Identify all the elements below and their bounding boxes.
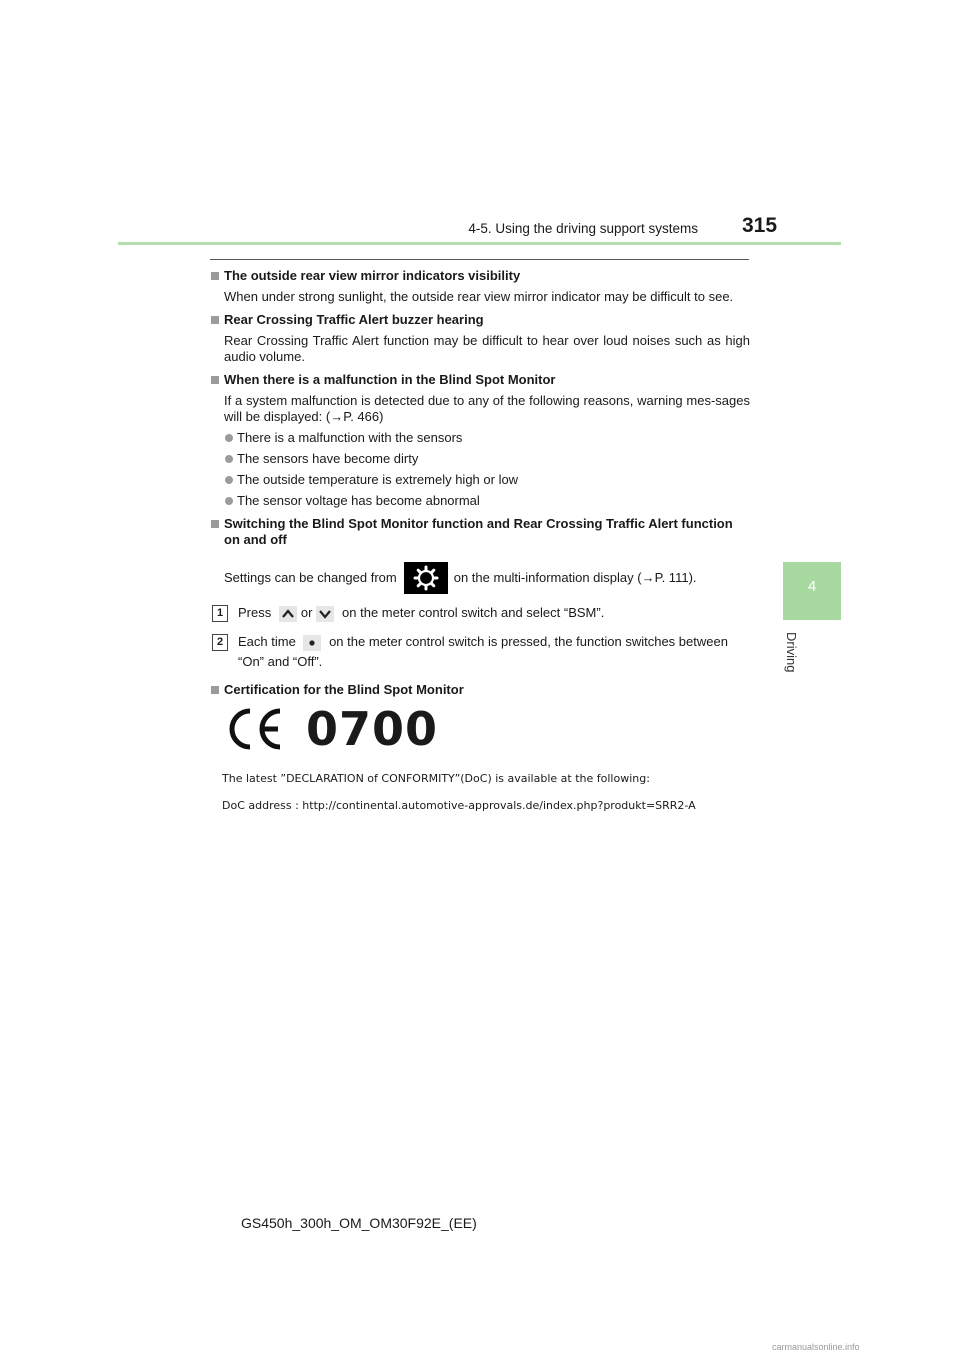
section-bsm-malfunction bbox=[210, 372, 750, 509]
section-heading: Rear Crossing Traffic Alert buzzer hearing bbox=[210, 312, 750, 328]
ce-mark-icon bbox=[222, 705, 286, 753]
bullet-dot-icon bbox=[225, 434, 233, 442]
chevron-down-icon bbox=[316, 606, 334, 622]
list-item: The sensors have become dirty bbox=[210, 451, 750, 467]
doc-address: DoC address : http://continental.automotive-approvals.de/index.php?produkt=SRR2-A bbox=[222, 799, 696, 812]
settings-text-before: Settings can be changed from bbox=[224, 570, 397, 585]
section-heading: Switching the Blind Spot Monitor function and Rear Crossing Traffic Alert function on and off bbox=[210, 516, 750, 548]
step-2: 2 Each time on the meter control switch is pressed, the function switches between “On” and “Off”. bbox=[210, 632, 750, 672]
section-heading: Certification for the Blind Spot Monitor bbox=[210, 682, 750, 698]
step-number: 2 bbox=[212, 634, 228, 651]
section-body: If a system malfunction is detected due to any of the following reasons, warning mes-sages will be displayed: (→P. 466) bbox=[224, 393, 750, 424]
list-item: The outside temperature is extremely high or low bbox=[210, 472, 750, 488]
step-number: 1 bbox=[212, 605, 228, 622]
footer-code: GS450h_300h_OM_OM30F92E_(EE) bbox=[241, 1215, 477, 1231]
settings-line bbox=[210, 562, 750, 594]
enter-button-icon bbox=[303, 635, 321, 651]
bullet-dot-icon bbox=[225, 497, 233, 505]
bullet-dot-icon bbox=[225, 476, 233, 484]
watermark: carmanualsonline.info bbox=[772, 1342, 860, 1352]
square-marker-icon bbox=[211, 272, 219, 280]
side-tab[interactable]: 4 bbox=[783, 562, 841, 620]
header-rule bbox=[118, 242, 841, 245]
section-body: When under strong sunlight, the outside rear view mirror indicator may be difficult to see. bbox=[224, 289, 734, 304]
doc-statement: The latest ”DECLARATION of CONFORMITY”(DoC) is available at the following: bbox=[222, 772, 650, 785]
section-rcta-buzzer bbox=[210, 312, 750, 365]
content-rule bbox=[210, 259, 749, 260]
side-tab-label: Driving bbox=[784, 632, 799, 673]
settings-text-after: on the multi-information display (→P. 111). bbox=[453, 570, 697, 585]
section-certification bbox=[210, 682, 750, 698]
list-item: There is a malfunction with the sensors bbox=[210, 430, 750, 446]
gear-icon bbox=[404, 562, 448, 594]
step-1: 1 Press or on the meter control switch and select “BSM”. bbox=[210, 603, 750, 623]
bullet-dot-icon bbox=[225, 455, 233, 463]
list-item: The sensor voltage has become abnormal bbox=[210, 493, 750, 509]
ce-number: 0700 bbox=[306, 702, 439, 756]
header-title: 4-5. Using the driving support systems bbox=[468, 221, 698, 236]
content bbox=[210, 268, 750, 705]
square-marker-icon bbox=[211, 520, 219, 528]
square-marker-icon bbox=[211, 376, 219, 384]
section-mirror-visibility bbox=[210, 268, 750, 305]
section-body: Rear Crossing Traffic Alert function may be difficult to hear over loud noises such as high audio volume. bbox=[224, 333, 750, 364]
section-heading: When there is a malfunction in the Blind Spot Monitor bbox=[210, 372, 750, 388]
page-number: 315 bbox=[742, 214, 778, 237]
section-switching bbox=[210, 516, 750, 672]
certification-block bbox=[222, 702, 752, 812]
chevron-up-icon bbox=[279, 606, 297, 622]
section-heading: The outside rear view mirror indicators visibility bbox=[210, 268, 750, 284]
square-marker-icon bbox=[211, 686, 219, 694]
square-marker-icon bbox=[211, 316, 219, 324]
